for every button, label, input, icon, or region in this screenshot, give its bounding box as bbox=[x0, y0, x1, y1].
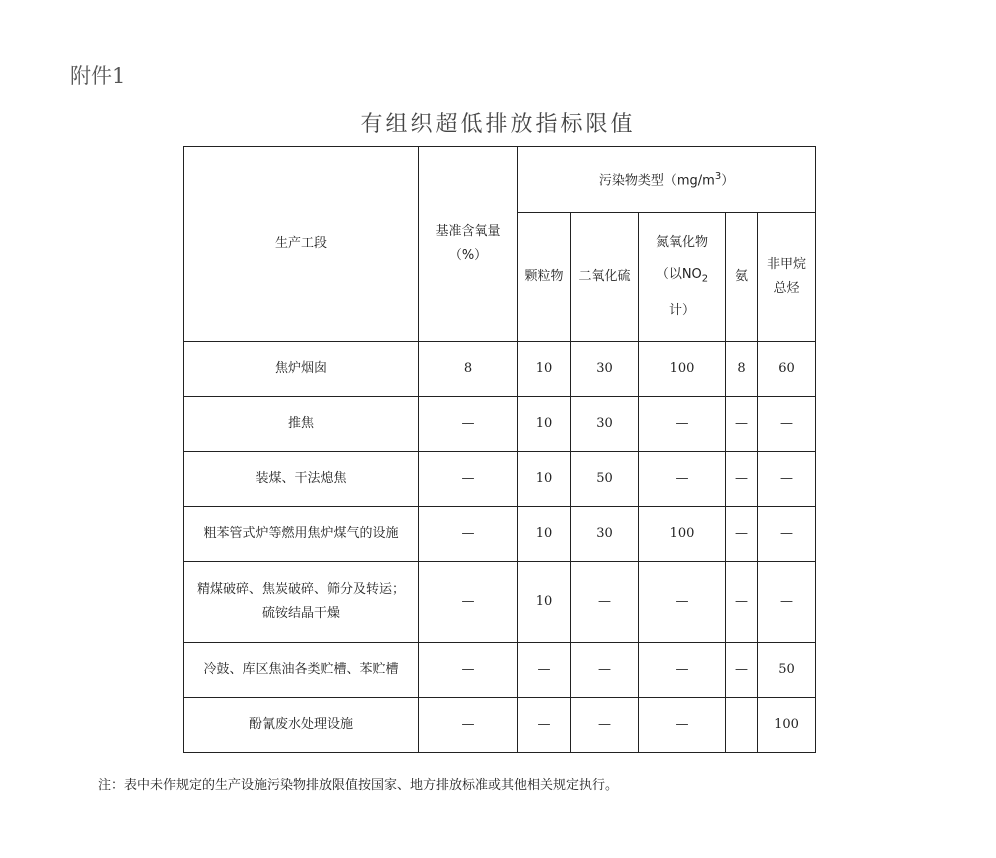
cell-ammonia: — bbox=[726, 562, 758, 643]
header-nmhc-line1: 非甲烷 bbox=[767, 257, 807, 272]
header-process: 生产工段 bbox=[184, 147, 419, 342]
header-nmhc-line2: 总烃 bbox=[773, 281, 800, 296]
attachment-label: 附件1 bbox=[70, 64, 126, 88]
header-oxygen-line2: （%） bbox=[448, 248, 488, 263]
footnote: 注：表中未作规定的生产设施污染物排放限值按国家、地方排放标准或其他相关规定执行。 bbox=[98, 778, 619, 793]
cell-oxygen: — bbox=[419, 397, 518, 452]
cell-particulate: 10 bbox=[518, 452, 571, 507]
cell-oxygen: 8 bbox=[419, 342, 518, 397]
cell-so2: — bbox=[571, 643, 639, 698]
cell-ammonia bbox=[726, 698, 758, 753]
cell-particulate: 10 bbox=[518, 397, 571, 452]
cell-nox: — bbox=[639, 698, 726, 753]
header-nmhc bbox=[758, 213, 816, 342]
cell-so2: — bbox=[571, 562, 639, 643]
header-so2: 二氧化硫 bbox=[571, 213, 639, 342]
cell-process bbox=[184, 562, 419, 643]
header-nox-line1: 氮氧化物 bbox=[655, 234, 708, 250]
header-nox-line2: （以NO bbox=[655, 266, 702, 282]
cell-process: 粗苯管式炉等燃用焦炉煤气的设施 bbox=[184, 507, 419, 562]
header-nox bbox=[639, 213, 726, 342]
table-row bbox=[184, 342, 816, 397]
header-particulate: 颗粒物 bbox=[518, 213, 571, 342]
cell-so2: 50 bbox=[571, 452, 639, 507]
cell-ammonia: 8 bbox=[726, 342, 758, 397]
header-pollutant-group bbox=[518, 147, 816, 213]
cell-nmhc: 60 bbox=[758, 342, 816, 397]
cell-oxygen: — bbox=[419, 507, 518, 562]
cell-particulate: — bbox=[518, 698, 571, 753]
cell-particulate: 10 bbox=[518, 507, 571, 562]
pollutant-group-suffix: ） bbox=[721, 173, 735, 189]
cell-nox: — bbox=[639, 562, 726, 643]
cell-process: 酚氰废水处理设施 bbox=[184, 698, 419, 753]
cell-so2: 30 bbox=[571, 507, 639, 562]
cell-process: 装煤、干法熄焦 bbox=[184, 452, 419, 507]
cell-so2: 30 bbox=[571, 397, 639, 452]
table-row bbox=[184, 507, 816, 562]
cell-so2: 30 bbox=[571, 342, 639, 397]
pollutant-group-sup: 3 bbox=[714, 171, 722, 183]
header-oxygen-line1: 基准含氧量 bbox=[435, 224, 501, 239]
cell-process: 推焦 bbox=[184, 397, 419, 452]
cell-nox: — bbox=[639, 643, 726, 698]
cell-nmhc: 100 bbox=[758, 698, 816, 753]
cell-so2: — bbox=[571, 698, 639, 753]
pollutant-group-prefix: 污染物类型（mg/m bbox=[598, 173, 715, 189]
table-row bbox=[184, 397, 816, 452]
cell-nox: — bbox=[639, 397, 726, 452]
header-nox-sub: 2 bbox=[701, 273, 709, 285]
table-row bbox=[184, 643, 816, 698]
cell-process: 冷鼓、库区焦油各类贮槽、苯贮槽 bbox=[184, 643, 419, 698]
cell-oxygen: — bbox=[419, 698, 518, 753]
cell-nmhc: — bbox=[758, 562, 816, 643]
cell-ammonia: — bbox=[726, 643, 758, 698]
document-title: 有组织超低排放指标限值 bbox=[360, 112, 636, 137]
cell-process: 焦炉烟囱 bbox=[184, 342, 419, 397]
cell-particulate: 10 bbox=[518, 342, 571, 397]
cell-particulate: — bbox=[518, 643, 571, 698]
table-row bbox=[184, 562, 816, 643]
cell-ammonia: — bbox=[726, 397, 758, 452]
emission-limits-table bbox=[183, 146, 816, 753]
header-row-1 bbox=[184, 147, 816, 213]
cell-nmhc: 50 bbox=[758, 643, 816, 698]
header-oxygen bbox=[419, 147, 518, 342]
cell-nox: — bbox=[639, 452, 726, 507]
cell-particulate: 10 bbox=[518, 562, 571, 643]
cell-nox: 100 bbox=[639, 507, 726, 562]
cell-oxygen: — bbox=[419, 562, 518, 643]
cell-process-line1: 精煤破碎、焦炭破碎、筛分及转运； bbox=[196, 582, 405, 597]
cell-nmhc: — bbox=[758, 397, 816, 452]
header-ammonia: 氨 bbox=[726, 213, 758, 342]
table-row bbox=[184, 698, 816, 753]
cell-process-line2: 硫铵结晶干燥 bbox=[261, 606, 340, 621]
table-row bbox=[184, 452, 816, 507]
cell-nmhc: — bbox=[758, 507, 816, 562]
header-nox-line3: 计） bbox=[668, 303, 695, 319]
cell-oxygen: — bbox=[419, 452, 518, 507]
cell-ammonia: — bbox=[726, 507, 758, 562]
cell-oxygen: — bbox=[419, 643, 518, 698]
cell-nmhc: — bbox=[758, 452, 816, 507]
cell-nox: 100 bbox=[639, 342, 726, 397]
cell-ammonia: — bbox=[726, 452, 758, 507]
